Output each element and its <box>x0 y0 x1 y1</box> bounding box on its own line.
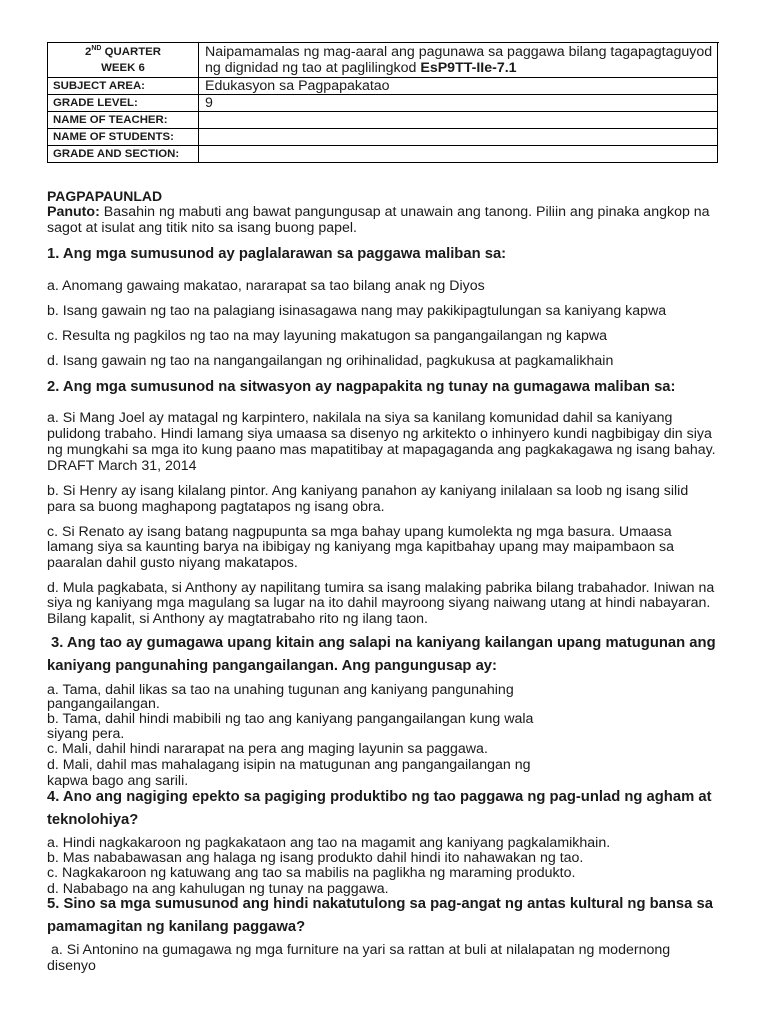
question-2-choice-b-line: para sa buong maghapong pagtatapos ng isang obra. <box>47 499 385 515</box>
quarter-number: 2 <box>85 46 92 58</box>
question-2-choice-a-line: pulidong trabaho. Hindi lamang siya umaasa sa disenyo ng arkitekto o inhinyero kundi nagbibigay din siya <box>47 426 712 442</box>
question-3-choice-a: a. Tama, dahil likas sa tao na unahing tugunan ang kaniyang pangunahing <box>47 682 514 698</box>
question-2-choice-a-line: ng mungkahi sa mga ito kung paano mas mapatitibay at mapagaganda ang pagkakagawa ng isang bahay. <box>47 442 716 458</box>
teacher-name-label: NAME OF TEACHER: <box>48 112 199 129</box>
question-4-choice-d: d. Nababago na ang kahulugan ng tunay na paggawa. <box>47 881 389 897</box>
week-label: WEEK 6 <box>101 62 145 74</box>
question-2-choice-c-line: lamang siya sa kaunting barya na ibibigay ng kaniyang mga kapitbahay upang may maipambaon sa <box>47 539 675 555</box>
grade-section-value <box>199 146 718 163</box>
question-3-choice-b: b. Tama, dahil hindi mabibili ng tao ang kaniyang pangangailangan kung wala <box>47 711 534 727</box>
question-1-choice-c: c. Resulta ng pagkilos ng tao na may layuning makatugon sa pangangailangan ng kapwa <box>47 328 608 344</box>
students-name-value <box>199 129 718 146</box>
question-4-choice-a: a. Hindi nagkakaroon ng pagkakataon ang tao na magamit ang kaniyang pagkalamikhain. <box>47 835 611 851</box>
instructions-label: Panuto: <box>47 204 100 220</box>
question-4-choice-b: b. Mas nababawasan ang halaga ng isang produkto dahil hindi ito nahawakan ng tao. <box>47 850 584 866</box>
question-2-choice-a: a. Si Mang Joel ay matagal ng karpintero, nakilala na siya sa kanilang komunidad dahil sa kaniyang <box>47 410 673 426</box>
quarter-week-cell <box>48 43 199 78</box>
question-4-stem-line: teknolohiya? <box>47 812 139 828</box>
question-2-choice-c: c. Si Renato ay isang batang nagpupunta sa mga bahay upang kumolekta ng mga basura. Umaasa <box>47 524 672 540</box>
instructions-line <box>47 204 710 220</box>
question-1-choice-d: d. Isang gawain ng tao na nangangailangan ng orihinalidad, pagkukusa at pagkamalikhain <box>47 353 614 369</box>
grade-level-label: GRADE LEVEL: <box>48 95 199 112</box>
question-3-choice-d: d. Mali, dahil mas mahalagang isipin na matugunan ang pangangailangan ng <box>47 757 531 773</box>
section-title: PAGPAPAUNLAD <box>47 188 163 204</box>
grade-level-value: 9 <box>199 95 718 112</box>
question-2-choice-d-line: siya ng kaniyang mga magulang sa lugar na ito dahil mayroong siyang naiwang utang at hindi nabayaran. <box>47 595 711 611</box>
quarter-word: QUARTER <box>104 46 161 58</box>
students-name-label: NAME OF STUDENTS: <box>48 129 199 146</box>
question-4-stem: 4. Ano ang nagiging epekto sa pagiging produktibo ng tao paggawa ng pag-unlad ng agham at <box>47 789 712 805</box>
question-3-choice-a-line: pangangailangan. <box>47 696 160 712</box>
question-2-choice-b: b. Si Henry ay isang kilalang pintor. Ang kaniyang panahon ay kaniyang inilalaan sa loob ng isang silid <box>47 483 689 499</box>
question-2-choice-d-line: Bilang kapalit, si Anthony ay magtatrabaho rito ng ilang taon. <box>47 611 428 627</box>
question-4-choice-c: c. Nagkakaroon ng katuwang ang tao sa mabilis na paglikha ng maraming produkto. <box>47 865 576 881</box>
grade-section-label: GRADE AND SECTION: <box>48 146 199 163</box>
question-1-stem: 1. Ang mga sumusunod ay paglalarawan sa paggawa maliban sa: <box>47 246 507 262</box>
quarter-suffix: ND <box>91 45 102 52</box>
instructions-line: sagot at isulat ang titik nito sa isang buong papel. <box>47 220 357 236</box>
competency-cell <box>199 43 718 78</box>
question-3-choice-c: c. Mali, dahil hindi nararapat na pera ang maging layunin sa paggawa. <box>47 741 488 757</box>
question-2-choice-c-line: paaralan dahil gusto niyang makatapos. <box>47 555 298 571</box>
question-5-choice-a-line: disenyo <box>47 958 96 974</box>
question-1-choice-a: a. Anomang gawaing makatao, nararapat sa tao bilang anak ng Diyos <box>47 278 485 294</box>
competency-line-2 <box>205 60 717 76</box>
question-3-choice-d-line: kapwa bago ang sarili. <box>47 773 189 789</box>
teacher-name-value <box>199 112 718 129</box>
question-3-choice-b-line: siyang pera. <box>47 726 125 742</box>
question-2-stem: 2. Ang mga sumusunod na sitwasyon ay nagpapakita ng tunay na gumagawa maliban sa: <box>47 379 676 395</box>
question-1-choice-b: b. Isang gawain ng tao na palagiang isinasagawa nang may pakikipagtulungan sa kaniyang kapwa <box>47 303 667 319</box>
question-5-stem: 5. Sino sa mga sumusunod ang hindi nakatutulong sa pag-angat ng antas kultural ng bansa sa <box>47 896 713 912</box>
competency-text: ng dignidad ng tao at paglilingkod <box>205 60 417 76</box>
competency-code: EsP9TT-IIe-7.1 <box>420 60 517 76</box>
instructions-text: Basahin ng mabuti ang bawat pangungusap at unawain ang tanong. Piliin ang pinaka angkop na <box>103 204 710 220</box>
draft-note: DRAFT March 31, 2014 <box>47 458 197 474</box>
header-table <box>47 42 719 163</box>
question-3-stem: 3. Ang tao ay gumagawa upang kitain ang salapi na kaniyang kailangan upang matugunan ang <box>51 635 716 651</box>
question-3-stem-line: kaniyang pangunahing pangangailangan. Ang pangungusap ay: <box>47 658 497 674</box>
question-2-choice-d: d. Mula pagkabata, si Anthony ay napilitang tumira sa isang malaking pabrika bilang trabahador. Iniwan na <box>47 580 715 596</box>
quarter-label <box>48 44 198 60</box>
subject-area-label: SUBJECT AREA: <box>48 78 199 95</box>
competency-line-1: Naipamamalas ng mag-aaral ang pagunawa sa paggawa bilang tagapagtaguyod <box>205 44 713 60</box>
question-5-stem-line: pamamagitan ng kanilang paggawa? <box>47 919 306 935</box>
question-5-choice-a: a. Si Antonino na gumagawa ng mga furniture na yari sa rattan at buli at nilalapatan ng modernong <box>51 942 671 958</box>
subject-area-value: Edukasyon sa Pagpapakatao <box>199 78 718 95</box>
